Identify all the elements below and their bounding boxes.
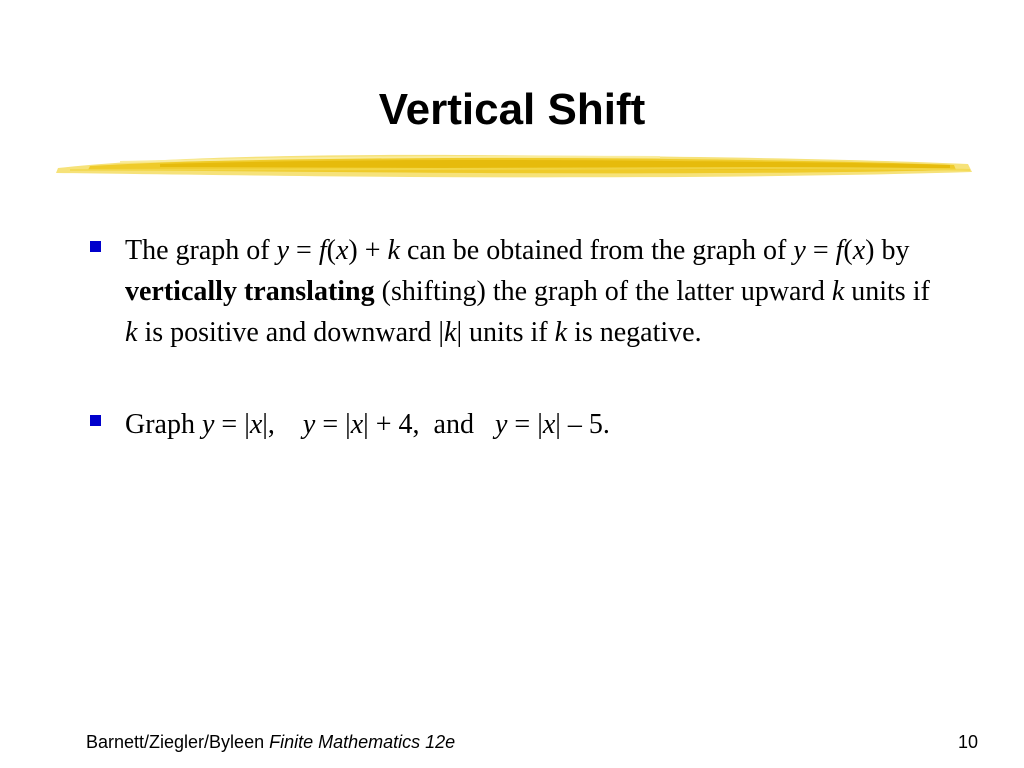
text-segment: is positive and downward |	[137, 317, 445, 348]
math-variable-x: x	[852, 235, 866, 266]
text-segment: =	[289, 235, 319, 266]
text-segment: Graph	[125, 409, 202, 440]
math-variable-x: x	[542, 409, 556, 440]
text-segment: |,	[262, 409, 303, 440]
math-variable-y: y	[201, 409, 215, 440]
text-segment: ) by	[865, 235, 910, 266]
math-function-f: f	[318, 235, 327, 266]
bullet-text	[125, 235, 930, 348]
text-segment: | units if	[456, 317, 555, 348]
square-bullet-icon	[90, 415, 101, 426]
emphasis-vertically-translating: vertically translating	[125, 276, 375, 307]
slide-title: Vertical Shift	[378, 85, 646, 134]
text-segment: ) +	[348, 235, 388, 266]
math-variable-y: y	[302, 409, 316, 440]
text-segment: is negative.	[567, 317, 702, 348]
footer-authors: Barnett/Ziegler/Byleen	[86, 732, 265, 752]
bullet-list	[88, 230, 948, 445]
text-segment: can be obtained from the graph of	[399, 235, 794, 266]
text-segment: (	[843, 235, 853, 266]
text-segment: = |	[507, 409, 543, 440]
bullet-item-graph-exercise	[88, 404, 948, 445]
math-variable-x: x	[249, 409, 263, 440]
bullet-text	[125, 409, 610, 440]
text-segment: | + 4, and	[363, 409, 495, 440]
math-variable-k: k	[554, 317, 568, 348]
text-segment: = |	[315, 409, 351, 440]
math-variable-k: k	[831, 276, 845, 307]
page-number: 10	[957, 732, 978, 752]
text-segment: The graph of	[125, 235, 277, 266]
math-variable-x: x	[350, 409, 364, 440]
square-bullet-icon	[90, 241, 101, 252]
math-variable-k: k	[125, 317, 138, 348]
math-function-f: f	[835, 235, 844, 266]
text-segment: =	[805, 235, 836, 266]
math-variable-y: y	[276, 235, 290, 266]
footer-book-title: Finite Mathematics 12e	[269, 732, 456, 752]
math-variable-k: k	[444, 317, 457, 348]
footer-citation	[86, 730, 455, 754]
text-segment: (shifting) the graph of the latter upward	[374, 276, 832, 307]
text-segment: (	[326, 235, 336, 266]
math-variable-y: y	[494, 409, 508, 440]
text-segment: | – 5.	[555, 409, 610, 440]
math-variable-k: k	[387, 235, 400, 266]
text-segment: = |	[214, 409, 250, 440]
bullet-item-vertical-translation	[88, 230, 948, 353]
highlighter-brush-stroke	[50, 146, 976, 186]
math-variable-y: y	[793, 235, 806, 266]
text-segment: units if	[844, 276, 930, 307]
math-variable-x: x	[335, 235, 349, 266]
